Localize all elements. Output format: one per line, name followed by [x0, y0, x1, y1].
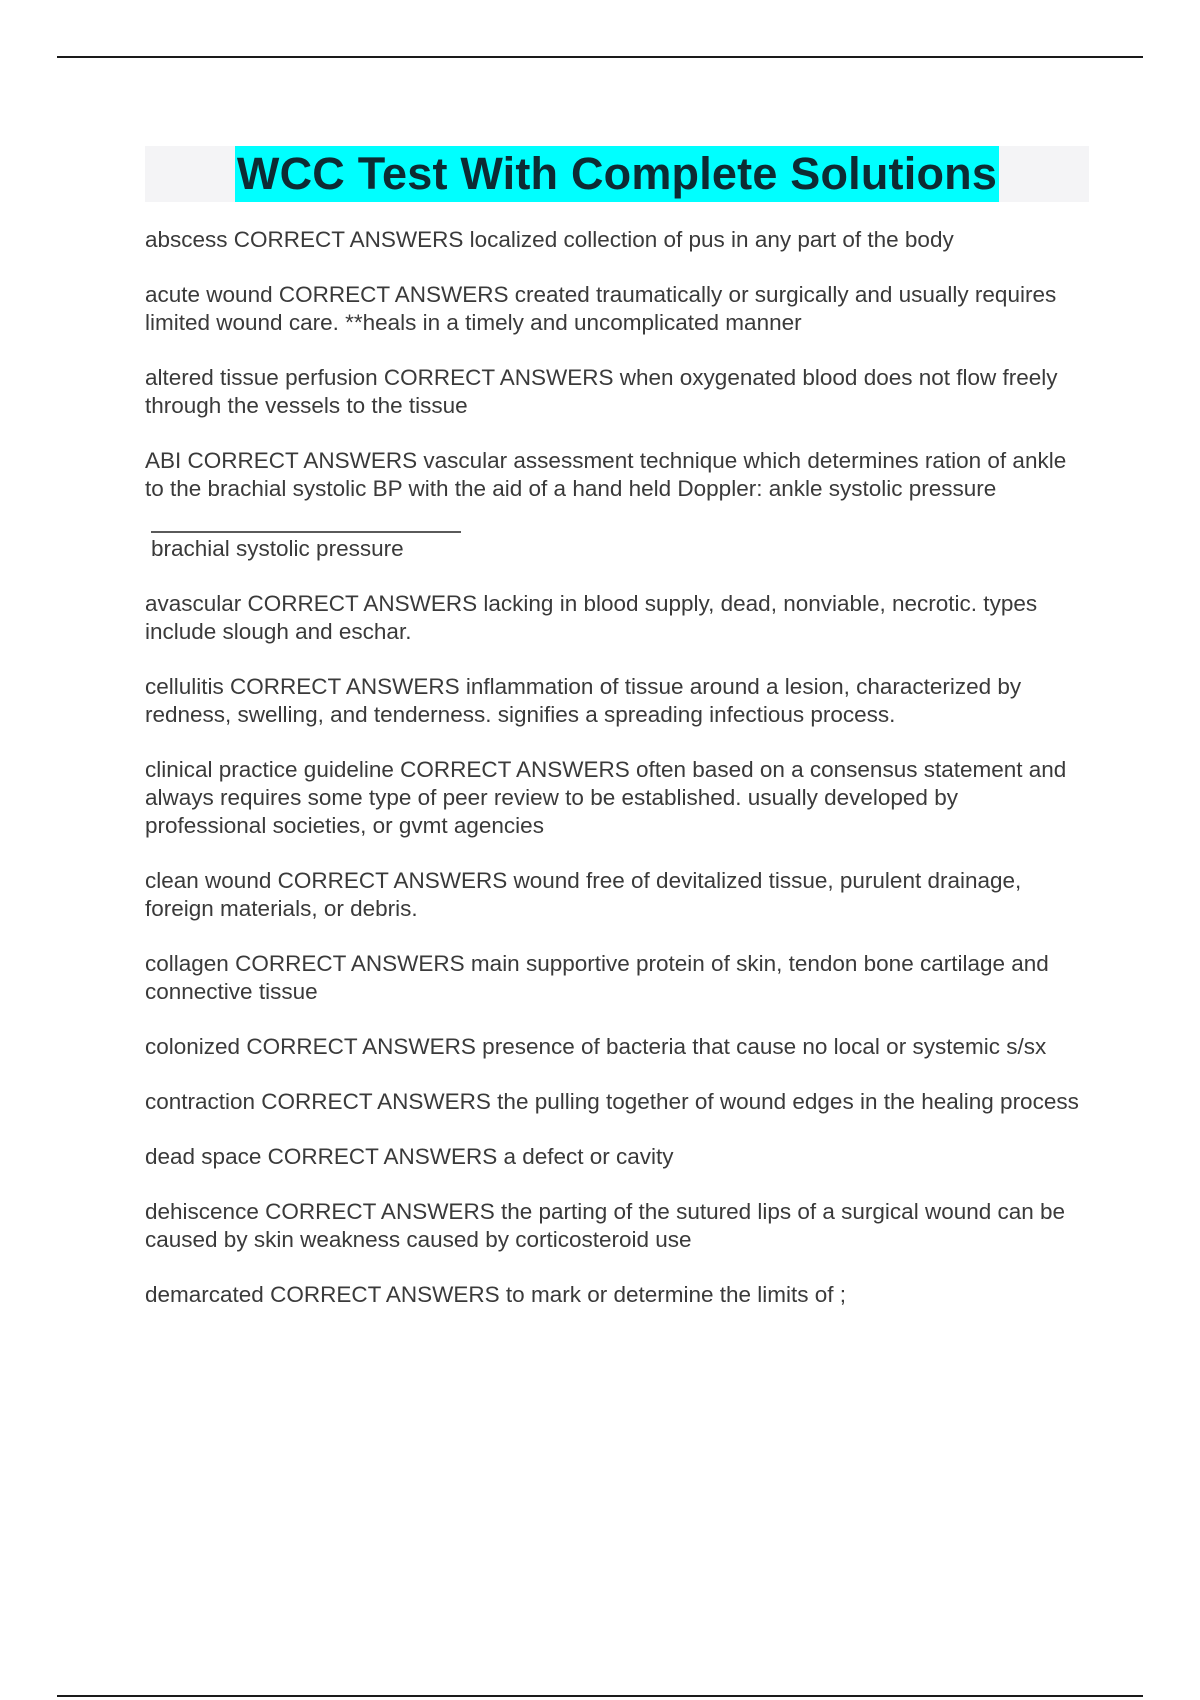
fraction-line [151, 531, 461, 533]
term-entry-avascular: avascular CORRECT ANSWERS lacking in blood supply, dead, nonviable, necrotic. types include slough and eschar. [145, 590, 1038, 644]
term-entry-clinical-practice-guideline: clinical practice guideline CORRECT ANSWERS often based on a consensus statement and always requires some type of peer review to be established. usually developed by professional societies, or gvmt agencies [145, 756, 1067, 838]
term-entry-dead-space: dead space CORRECT ANSWERS a defect or cavity [145, 1143, 674, 1169]
term-list [145, 226, 1085, 1336]
page-title: WCC Test With Complete Solutions [235, 146, 999, 202]
abi-definition: ABI CORRECT ANSWERS vascular assessment technique which determines ration of ankle to the brachial systolic BP with the aid of a hand held Doppler: ankle systolic pressure [145, 448, 1067, 501]
abi-denominator: brachial systolic pressure [151, 535, 404, 561]
term-entry-collagen: collagen CORRECT ANSWERS main supportive protein of skin, tendon bone cartilage and connective tissue [145, 950, 1049, 1004]
bottom-rule [57, 1695, 1143, 1697]
abi-fraction [151, 531, 1085, 563]
term-entry-cellulitis: cellulitis CORRECT ANSWERS inflammation of tissue around a lesion, characterized by redness, swelling, and tenderness. signifies a spreading infectious process. [145, 673, 1022, 727]
title-band [145, 146, 1089, 202]
term-entry-contraction: contraction CORRECT ANSWERS the pulling together of wound edges in the healing process [145, 1088, 1079, 1114]
term-entry-dehiscence: dehiscence CORRECT ANSWERS the parting of the sutured lips of a surgical wound can be caused by skin weakness caused by corticosteroid use [145, 1198, 1066, 1252]
term-entry-clean-wound: clean wound CORRECT ANSWERS wound free of devitalized tissue, purulent drainage, foreign materials, or debris. [145, 867, 1022, 921]
term-entry-acute-wound: acute wound CORRECT ANSWERS created traumatically or surgically and usually requires limited wound care. **heals in a timely and uncomplicated manner [145, 282, 1057, 335]
term-entry-colonized: colonized CORRECT ANSWERS presence of bacteria that cause no local or systemic s/sx [145, 1033, 1047, 1059]
term-entry-abi [145, 447, 1085, 563]
top-rule [57, 56, 1143, 58]
term-entry-abscess: abscess CORRECT ANSWERS localized collection of pus in any part of the body [145, 227, 954, 252]
term-entry-altered-tissue-perfusion: altered tissue perfusion CORRECT ANSWERS when oxygenated blood does not flow freely through the vessels to the tissue [145, 365, 1058, 418]
term-entry-demarcated: demarcated CORRECT ANSWERS to mark or determine the limits of ; [145, 1281, 847, 1307]
